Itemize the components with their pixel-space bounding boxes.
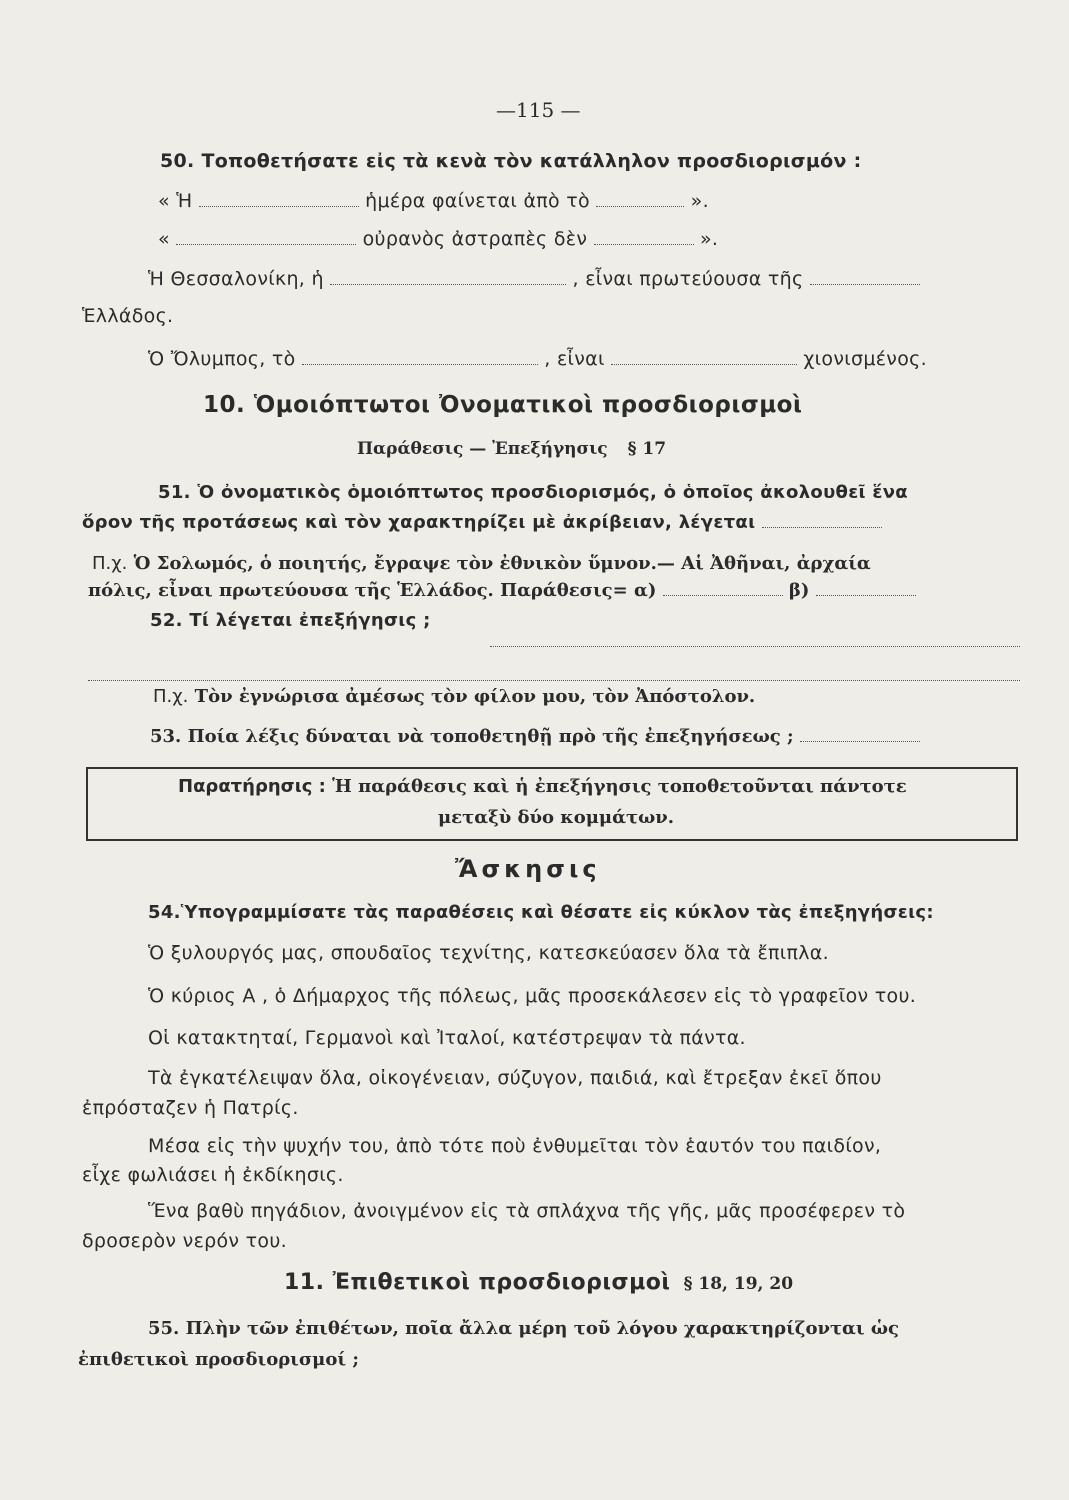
- exercise-50-title: 50. Τοποθετήσατε εἰς τὰ κενὰ τὸν κατάλληλον προσδιορισμόν :: [160, 150, 862, 172]
- note-line-1: [178, 776, 907, 797]
- ex50-line2-mid: οὐρανὸς ἀστραπὲς δὲν: [362, 228, 588, 250]
- ex50-line2-start: «: [158, 228, 170, 250]
- note-text-1: Ἡ παράθεσις καὶ ἡ ἐπεξήγησις τοποθετοῦνται πάντοτε: [332, 776, 907, 797]
- ex54-sentence-4b: ἐπρόσταζεν ἡ Πατρίς.: [82, 1097, 299, 1119]
- ex54-title: 54.Ὑπογραμμίσατε τὰς παραθέσεις καὶ θέσατε εἰς κύκλον τὰς ἐπεξηγήσεις:: [148, 902, 934, 923]
- ex50-line3: [148, 268, 920, 290]
- blank-field[interactable]: [596, 205, 684, 207]
- ex50-line1-mid: ἡμέρα φαίνεται ἀπὸ τὸ: [365, 190, 590, 212]
- ex51-line1: 51. Ὁ ὀνοματικὸς ὁμοιόπτωτος προσδιορισμός, ὁ ὁποῖος ἀκολουθεῖ ἕνα: [158, 482, 908, 503]
- blank-field[interactable]: [810, 283, 920, 285]
- ex51-line4-text: πόλις, εἶναι πρωτεύουσα τῆς Ἑλλάδος. Παράθεσις= α): [88, 580, 657, 601]
- blank-field[interactable]: [800, 740, 920, 742]
- ex51-line3-text: Ὁ Σολωμός, ὁ ποιητής, ἔγραψε τὸν ἐθνικὸν ὕμνον.— Αἱ Ἀθῆναι, ἀρχαία: [133, 553, 871, 574]
- blank-field[interactable]: [302, 363, 538, 365]
- ex50-line4: Ἑλλάδος.: [82, 305, 174, 327]
- section-10-subtitle: [357, 439, 666, 459]
- blank-field[interactable]: [611, 363, 797, 365]
- ex52-px-label: Π.χ.: [153, 686, 189, 707]
- blank-field[interactable]: [816, 594, 916, 596]
- blank-field[interactable]: [330, 283, 566, 285]
- page-number: —115 —: [496, 98, 581, 122]
- ex52-answer-line-1[interactable]: [490, 632, 1020, 651]
- ex50-line1-end: ».: [690, 190, 709, 212]
- note-label: Παρατήρησις :: [178, 776, 326, 797]
- blank-field[interactable]: [199, 205, 359, 207]
- ex52-title: 52. Τί λέγεται ἐπεξήγησις ;: [150, 610, 431, 631]
- ex50-line2-end: ».: [699, 228, 719, 250]
- ex55-line2: ἐπιθετικοὶ προσδιορισμοί ;: [78, 1349, 359, 1370]
- ex50-line1-start: « Ἡ: [158, 190, 193, 212]
- section-11-heading: [284, 1270, 793, 1295]
- ex51-line2: [82, 512, 882, 533]
- ex51-px-label: Π.χ.: [92, 553, 128, 574]
- ex51-line4: [88, 580, 916, 601]
- ex50-line3-mid: , εἶναι πρωτεύουσα τῆς: [572, 268, 804, 290]
- ex50-line5: [148, 348, 927, 370]
- ex54-sentence-4a: Τὰ ἐγκατέλειψαν ὅλα, οἰκογένειαν, σύζυγον, παιδιά, καὶ ἔτρεξαν ἐκεῖ ὅπου: [148, 1067, 882, 1089]
- ex50-line5-mid: , εἶναι: [544, 348, 605, 370]
- ex50-line3-start: Ἡ Θεσσαλονίκη, ἡ: [148, 268, 324, 290]
- ex51-line2-text: ὅρον τῆς προτάσεως καὶ τὸν χαρακτηρίζει μὲ ἀκρίβειαν, λέγεται: [82, 512, 756, 533]
- ex53-title: [150, 726, 920, 747]
- ex54-sentence-1: Ὁ ξυλουργός μας, σπουδαῖος τεχνίτης, κατεσκεύασεν ὅλα τὰ ἔπιπλα.: [148, 942, 829, 964]
- ex52-example-text: Τὸν ἐγνώρισα ἀμέσως τὸν φίλον μου, τὸν Ἀπόστολον.: [194, 686, 756, 707]
- ex52-answer-line-2[interactable]: [88, 666, 1020, 685]
- ex51-line4-b: β): [788, 580, 810, 601]
- section-11-title: 11. Ἐπιθετικοὶ προσδιορισμοὶ: [284, 1270, 671, 1295]
- section-11-ref: § 18, 19, 20: [683, 1274, 794, 1294]
- ex50-line5-start: Ὁ Ὄλυμπος, τὸ: [148, 348, 296, 370]
- ex55-line1: 55. Πλὴν τῶν ἐπιθέτων, ποῖα ἄλλα μέρη τοῦ λόγου χαρακτηρίζονται ὡς: [148, 1318, 899, 1339]
- ex51-line3: [92, 553, 871, 574]
- exercise-heading: Ἄσκησις: [455, 855, 601, 883]
- section-10-heading: 10. Ὁμοιόπτωτοι Ὀνοματικοὶ προσδιορισμοὶ: [203, 392, 803, 418]
- ex54-sentence-5a: Μέσα εἰς τὴν ψυχήν του, ἀπὸ τότε ποὺ ἐνθυμεῖται τὸν ἑαυτόν του παιδίον,: [148, 1135, 882, 1157]
- ex50-line2: [158, 228, 718, 250]
- blank-field[interactable]: [176, 243, 356, 245]
- ex54-sentence-5b: εἶχε φωλιάσει ἡ ἐκδίκησις.: [82, 1164, 344, 1186]
- section-10-ref: § 17: [627, 439, 667, 459]
- ex53-title-text: 53. Ποία λέξις δύναται νὰ τοποθετηθῇ πρὸ τῆς ἐπεξηγήσεως ;: [150, 726, 794, 747]
- blank-field[interactable]: [762, 526, 882, 528]
- blank-field[interactable]: [594, 243, 694, 245]
- ex54-sentence-6a: Ἕνα βαθὺ πηγάδιον, ἀνοιγμένον εἰς τὰ σπλάχνα τῆς γῆς, μᾶς προσέφερεν τὸ: [148, 1200, 906, 1222]
- ex52-example: [153, 686, 755, 707]
- ex50-line5-end: χιονισμένος.: [803, 348, 927, 370]
- blank-field[interactable]: [663, 594, 783, 596]
- ex54-sentence-2: Ὁ κύριος Α , ὁ Δήμαρχος τῆς πόλεως, μᾶς προσεκάλεσεν εἰς τὸ γραφεῖον του.: [148, 985, 917, 1007]
- ex54-sentence-3: Οἱ κατακτηταί, Γερμανοὶ καὶ Ἰταλοί, κατέστρεψαν τὰ πάντα.: [148, 1027, 746, 1049]
- note-line-2: μεταξὺ δύο κομμάτων.: [438, 807, 674, 828]
- ex54-sentence-6b: δροσερὸν νερόν του.: [82, 1230, 287, 1252]
- ex50-line1: [158, 190, 709, 212]
- section-10-subtitle-text: Παράθεσις — Ἐπεξήγησις: [357, 439, 608, 459]
